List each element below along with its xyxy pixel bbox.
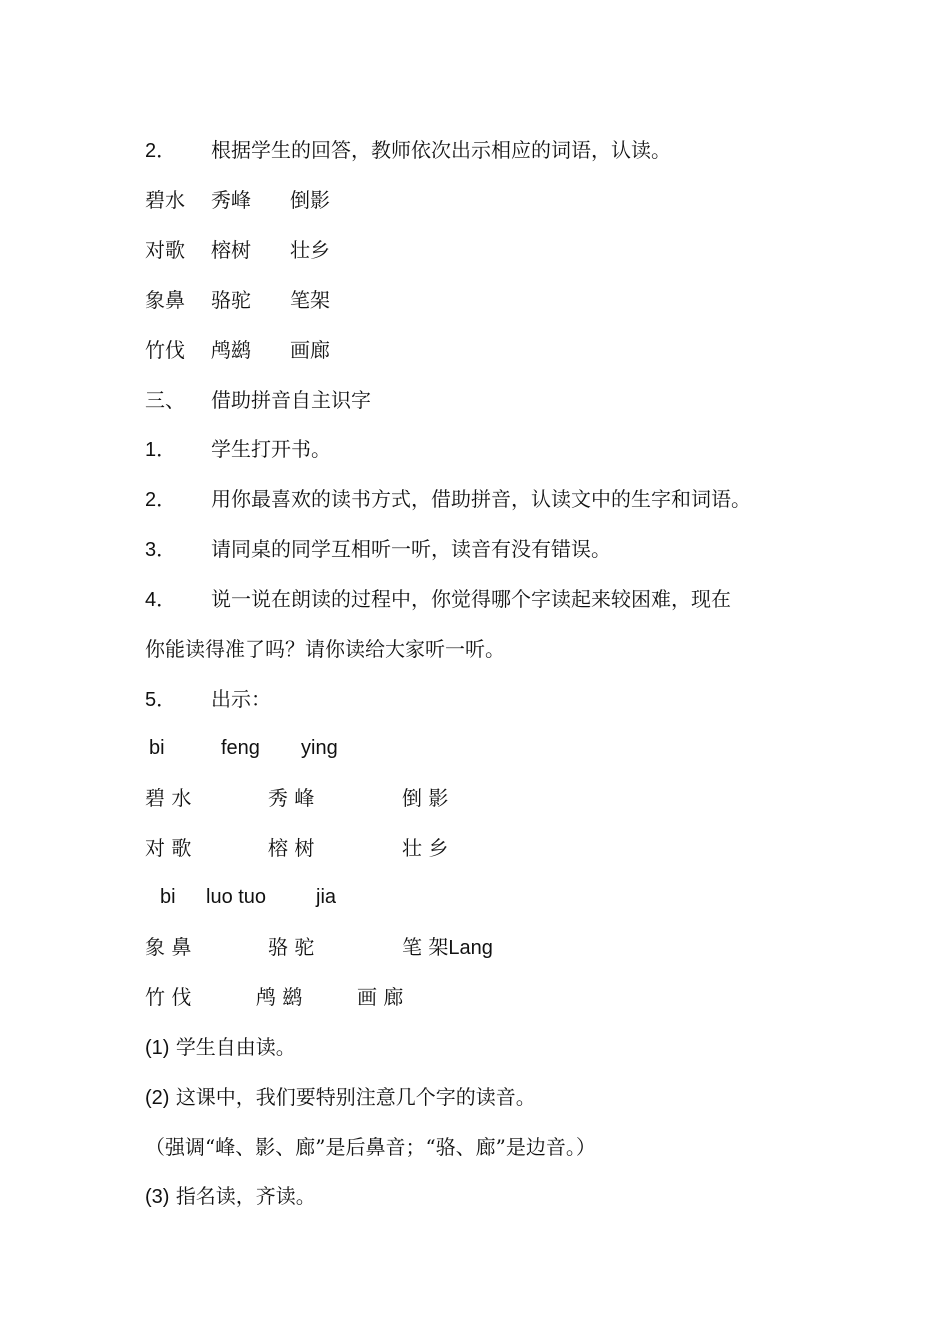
step-text: 请同桌的同学互相听一听，读音有没有错误。: [211, 537, 611, 561]
pinyin-label: bi: [160, 886, 176, 908]
word: 笔架: [290, 288, 330, 312]
word-row-3: [145, 288, 330, 312]
section-title: 借助拼音自主识字: [211, 388, 371, 412]
sub-number: (1): [145, 1037, 170, 1059]
word: 榕 树: [268, 836, 315, 860]
step-text: 学生打开书。: [211, 437, 331, 461]
word: 秀 峰: [268, 786, 315, 810]
pinyin-label: feng: [221, 737, 260, 759]
sub-item-2: [145, 1085, 536, 1110]
sub-item-1: [145, 1035, 296, 1060]
char-row-2: [145, 836, 448, 860]
word-row-1: [145, 188, 330, 212]
char-row-1: [145, 786, 448, 810]
word: 竹伐: [145, 338, 185, 362]
sub-text: 学生自由读。: [175, 1035, 296, 1059]
pinyin-label: luo tuo: [206, 886, 267, 908]
pinyin-label: ying: [301, 737, 338, 759]
word: 画 廊: [357, 985, 404, 1009]
sub-number: (2): [145, 1087, 170, 1109]
word: 壮 乡: [402, 836, 449, 860]
word: 象 鼻: [145, 935, 192, 959]
note: [145, 1135, 596, 1159]
pinyin-label: jia: [316, 886, 337, 908]
step-number: 5．: [145, 689, 177, 711]
word: 壮乡: [290, 238, 330, 262]
step-text: 用你最喜欢的读书方式，借助拼音，认读文中的生字和词语。: [211, 487, 751, 511]
step-number: 4．: [145, 589, 177, 611]
sub-text: 指名读，齐读。: [175, 1184, 316, 1208]
sub-text: 这课中，我们要特别注意几个字的读音。: [175, 1085, 536, 1109]
word: 骆驼: [211, 288, 251, 312]
step-4-continued: [145, 637, 505, 661]
step-5: [145, 687, 271, 712]
step-4: [145, 587, 731, 612]
step-number: 2．: [145, 140, 177, 162]
word: 对歌: [145, 238, 185, 262]
word: 倒 影: [402, 786, 449, 810]
pinyin-label: Lang: [448, 937, 493, 959]
pinyin-label: bi: [149, 737, 165, 759]
word: 对 歌: [145, 836, 192, 860]
step-text: 你能读得准了吗？请你读给大家听一听。: [145, 637, 505, 661]
step-number: 1．: [145, 439, 177, 461]
word: 画廊: [290, 338, 330, 362]
word: 碧 水: [145, 786, 192, 810]
note-text: （强调“峰、影、廊”是后鼻音；“骆、廊”是边音。）: [145, 1135, 596, 1159]
word: 笔 架: [402, 935, 449, 959]
char-row-4: [145, 985, 403, 1009]
sub-item-3: [145, 1184, 316, 1209]
word: 鸬鹚: [211, 338, 251, 362]
step-2: [145, 138, 671, 163]
word: 象鼻: [145, 288, 185, 312]
word: 榕树: [211, 238, 251, 262]
step-2b: [145, 487, 751, 512]
step-number: 2．: [145, 489, 177, 511]
section-number: 三、: [145, 388, 185, 412]
section-3-heading: [145, 388, 371, 412]
word: 秀峰: [211, 188, 251, 212]
word: 骆 驼: [268, 935, 315, 959]
word: 倒影: [290, 188, 330, 212]
word-row-4: [145, 338, 330, 362]
word-row-2: [145, 238, 330, 262]
step-text: 说一说在朗读的过程中，你觉得哪个字读起来较困难，现在: [211, 587, 731, 611]
step-text: 出示：: [211, 687, 271, 711]
step-1: [145, 437, 331, 462]
step-3: [145, 537, 611, 562]
step-text: 根据学生的回答，教师依次出示相应的词语，认读。: [211, 138, 671, 162]
sub-number: (3): [145, 1186, 170, 1208]
word: 竹 伐: [145, 985, 192, 1009]
word: 鸬 鹚: [256, 985, 303, 1009]
char-row-3: [145, 935, 493, 960]
step-number: 3．: [145, 539, 177, 561]
word: 碧水: [145, 188, 185, 212]
